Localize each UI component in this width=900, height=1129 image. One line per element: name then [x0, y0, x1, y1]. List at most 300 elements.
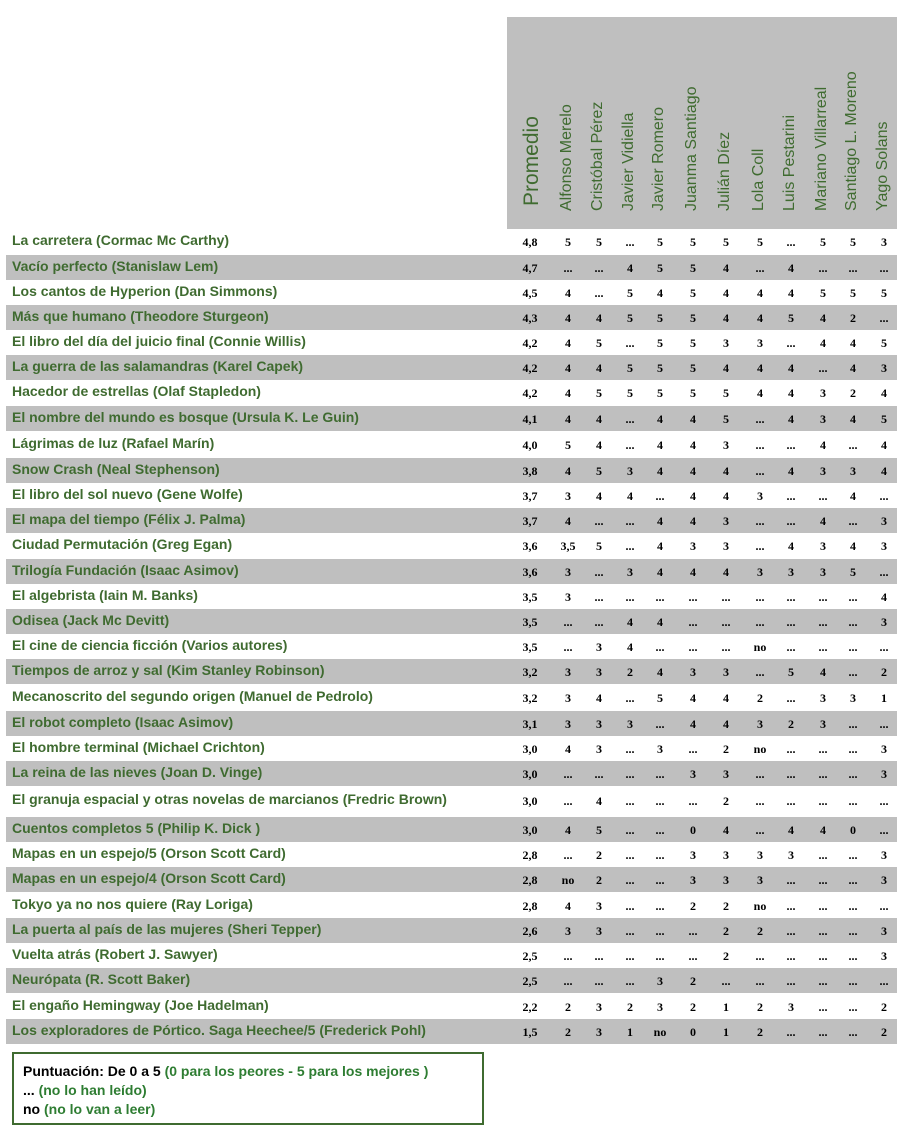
average-cell: 3,6: [522, 565, 538, 579]
book-title: Vacío perfecto (Stanislaw Lem): [12, 258, 219, 274]
score-cell: 5: [657, 386, 663, 400]
score-cell: ...: [818, 873, 828, 887]
score-cell: ...: [848, 873, 858, 887]
score-cell: 4: [657, 464, 663, 478]
score-cell: 2: [690, 974, 696, 988]
score-cell: 4: [596, 412, 602, 426]
score-cell: ...: [625, 514, 635, 528]
score-cell: 5: [723, 235, 729, 249]
score-cell: 3: [881, 924, 887, 938]
score-cell: ...: [625, 412, 635, 426]
score-cell: 2: [757, 924, 763, 938]
score-cell: 4: [627, 640, 633, 654]
score-cell: 5: [690, 235, 696, 249]
book-title: Neurópata (R. Scott Baker): [12, 971, 191, 987]
score-cell: 5: [596, 464, 602, 478]
score-cell: 4: [723, 823, 729, 837]
score-cell: 5: [690, 286, 696, 300]
score-cell: 5: [757, 235, 763, 249]
table-row: [6, 634, 897, 659]
average-cell: 3,0: [522, 823, 538, 837]
average-cell: 4,7: [522, 261, 538, 275]
score-cell: ...: [563, 615, 573, 629]
header-label: Juanma Santiago: [683, 86, 700, 211]
book-title: El engaño Hemingway (Joe Hadelman): [12, 997, 269, 1013]
score-cell: 4: [565, 899, 571, 913]
score-cell: 4: [596, 311, 602, 325]
score-cell: 4: [565, 311, 571, 325]
score-cell: ...: [755, 665, 765, 679]
score-cell: ...: [655, 899, 665, 913]
score-cell: ...: [786, 691, 796, 705]
score-cell: ...: [755, 823, 765, 837]
score-cell: ...: [625, 691, 635, 705]
table-row: [6, 736, 897, 761]
score-cell: ...: [755, 412, 765, 426]
score-cell: 3: [757, 565, 763, 579]
score-cell: ...: [786, 590, 796, 604]
score-cell: 4: [657, 514, 663, 528]
score-cell: 3: [627, 565, 633, 579]
score-cell: 5: [690, 261, 696, 275]
score-cell: ...: [655, 640, 665, 654]
score-cell: ...: [848, 924, 858, 938]
score-cell: ...: [625, 924, 635, 938]
score-cell: ...: [721, 590, 731, 604]
header-label: Javier Romero: [650, 106, 667, 211]
score-cell: 4: [881, 438, 887, 452]
score-cell: ...: [848, 438, 858, 452]
score-cell: 4: [657, 615, 663, 629]
score-cell: 4: [657, 665, 663, 679]
score-cell: 4: [723, 717, 729, 731]
score-cell: ...: [755, 794, 765, 808]
score-cell: ...: [879, 974, 889, 988]
score-cell: 3: [690, 767, 696, 781]
score-cell: ...: [818, 590, 828, 604]
score-cell: 0: [690, 1025, 696, 1039]
score-cell: 3: [690, 848, 696, 862]
average-cell: 3,5: [522, 590, 538, 604]
score-cell: 3: [820, 412, 826, 426]
score-cell: ...: [563, 767, 573, 781]
score-cell: 4: [690, 565, 696, 579]
score-cell: ...: [879, 717, 889, 731]
score-cell: ...: [848, 717, 858, 731]
score-cell: 3: [788, 848, 794, 862]
score-cell: 4: [820, 514, 826, 528]
score-cell: ...: [786, 742, 796, 756]
score-cell: ...: [786, 899, 796, 913]
table-row: [6, 918, 897, 943]
score-cell: 3: [881, 742, 887, 756]
score-cell: ...: [848, 742, 858, 756]
score-cell: ...: [848, 615, 858, 629]
table-row: [6, 867, 897, 892]
legend-line-unread: [23, 1082, 147, 1098]
score-cell: ...: [755, 464, 765, 478]
score-cell: 3: [850, 464, 856, 478]
score-cell: 3: [596, 924, 602, 938]
header-label: Lola Coll: [750, 148, 767, 211]
book-title: El mapa del tiempo (Félix J. Palma): [12, 511, 246, 527]
average-cell: 4,5: [522, 286, 538, 300]
score-cell: 3: [565, 717, 571, 731]
score-cell: ...: [818, 924, 828, 938]
book-title: Odisea (Jack Mc Devitt): [12, 612, 170, 628]
legend-line-scale: [23, 1063, 428, 1079]
average-cell: 3,2: [522, 691, 538, 705]
score-cell: 4: [757, 361, 763, 375]
score-cell: 1: [723, 1025, 729, 1039]
score-cell: ...: [755, 539, 765, 553]
score-cell: ...: [848, 767, 858, 781]
score-cell: 5: [723, 412, 729, 426]
score-cell: 3: [596, 640, 602, 654]
score-cell: 3: [881, 767, 887, 781]
score-cell: ...: [688, 615, 698, 629]
score-cell: ...: [818, 489, 828, 503]
score-cell: ...: [755, 590, 765, 604]
table-row: [6, 788, 897, 813]
score-cell: 5: [565, 235, 571, 249]
score-cell: 5: [657, 261, 663, 275]
average-cell: 3,0: [522, 767, 538, 781]
score-cell: 4: [850, 539, 856, 553]
header-label: Julián Díez: [716, 131, 733, 211]
score-cell: 3: [881, 235, 887, 249]
score-cell: 4: [690, 514, 696, 528]
score-cell: 0: [690, 823, 696, 837]
score-cell: 2: [596, 848, 602, 862]
book-title: El granuja espacial y otras novelas de marcianos (Fredric Brown): [12, 791, 447, 807]
book-title: La reina de las nieves (Joan D. Vinge): [12, 764, 263, 780]
score-cell: 2: [565, 1025, 571, 1039]
score-cell: no: [653, 1025, 667, 1039]
score-cell: ...: [818, 949, 828, 963]
score-cell: ...: [563, 949, 573, 963]
score-cell: 4: [657, 286, 663, 300]
score-cell: ...: [818, 615, 828, 629]
score-cell: 4: [757, 286, 763, 300]
score-cell: 5: [850, 565, 856, 579]
score-cell: 3: [723, 336, 729, 350]
average-cell: 2,5: [522, 949, 538, 963]
score-cell: ...: [879, 794, 889, 808]
score-cell: 4: [788, 412, 794, 426]
average-cell: 4,1: [522, 412, 538, 426]
score-cell: ...: [625, 899, 635, 913]
header-band: [507, 17, 897, 229]
average-cell: 3,1: [522, 717, 538, 731]
score-cell: 2: [757, 1000, 763, 1014]
score-cell: 2: [723, 742, 729, 756]
table-row: [6, 968, 897, 993]
score-cell: 4: [850, 361, 856, 375]
average-cell: 2,2: [522, 1000, 538, 1014]
score-cell: 5: [657, 235, 663, 249]
score-cell: 4: [596, 794, 602, 808]
score-cell: 5: [627, 311, 633, 325]
score-cell: 4: [565, 823, 571, 837]
score-cell: ...: [563, 848, 573, 862]
score-cell: 4: [690, 489, 696, 503]
score-cell: ...: [848, 665, 858, 679]
score-cell: ...: [786, 615, 796, 629]
average-cell: 3,8: [522, 464, 538, 478]
book-title: El cine de ciencia ficción (Varios autores): [12, 637, 288, 653]
average-cell: 3,7: [522, 514, 538, 528]
score-cell: ...: [848, 899, 858, 913]
score-cell: 5: [690, 336, 696, 350]
legend-box: [12, 1052, 484, 1125]
score-cell: ...: [721, 640, 731, 654]
score-cell: ...: [879, 823, 889, 837]
score-cell: ...: [755, 438, 765, 452]
score-cell: 3: [627, 717, 633, 731]
score-cell: 4: [690, 717, 696, 731]
score-cell: ...: [625, 848, 635, 862]
score-cell: 3: [723, 873, 729, 887]
average-cell: 4,3: [522, 311, 538, 325]
score-cell: 3: [596, 1000, 602, 1014]
legend-unread-symbol: ...: [23, 1082, 35, 1098]
score-cell: ...: [655, 767, 665, 781]
average-cell: 2,5: [522, 974, 538, 988]
score-cell: ...: [848, 590, 858, 604]
score-cell: ...: [655, 949, 665, 963]
table-row: [6, 483, 897, 508]
score-cell: 4: [723, 361, 729, 375]
score-cell: 4: [788, 464, 794, 478]
score-cell: 4: [690, 691, 696, 705]
score-cell: 4: [723, 489, 729, 503]
score-cell: 3: [723, 848, 729, 862]
score-cell: ...: [655, 794, 665, 808]
table-row: [6, 842, 897, 867]
score-cell: ...: [563, 640, 573, 654]
score-cell: ...: [755, 974, 765, 988]
score-cell: ...: [594, 565, 604, 579]
score-cell: 4: [723, 261, 729, 275]
score-cell: ...: [625, 794, 635, 808]
score-cell: 3: [820, 691, 826, 705]
score-cell: 4: [565, 742, 571, 756]
header-reviewer: [840, 22, 870, 227]
book-title: El robot completo (Isaac Asimov): [12, 714, 234, 730]
score-cell: ...: [625, 767, 635, 781]
score-cell: ...: [848, 794, 858, 808]
table-row: [6, 817, 897, 842]
score-cell: ...: [721, 615, 731, 629]
score-cell: 3: [850, 691, 856, 705]
score-cell: ...: [688, 794, 698, 808]
header-label: Promedio: [520, 116, 543, 206]
score-cell: 3: [723, 767, 729, 781]
score-cell: ...: [848, 1025, 858, 1039]
score-cell: 5: [596, 235, 602, 249]
score-cell: 4: [881, 386, 887, 400]
score-cell: 3: [690, 539, 696, 553]
score-cell: ...: [786, 767, 796, 781]
score-cell: 5: [850, 235, 856, 249]
score-cell: ...: [594, 261, 604, 275]
average-cell: 4,2: [522, 336, 538, 350]
score-cell: 4: [723, 311, 729, 325]
header-reviewer: [680, 22, 710, 227]
book-title: Mecanoscrito del segundo origen (Manuel de Pedrolo): [12, 688, 373, 704]
score-cell: ...: [655, 489, 665, 503]
score-cell: ...: [848, 974, 858, 988]
book-title: Tokyo ya no nos quiere (Ray Loriga): [12, 896, 253, 912]
score-cell: 3: [757, 336, 763, 350]
table-row: [6, 533, 897, 558]
table-row: [6, 330, 897, 355]
score-cell: 2: [596, 873, 602, 887]
score-cell: ...: [755, 261, 765, 275]
average-cell: 4,0: [522, 438, 538, 452]
score-cell: 4: [565, 412, 571, 426]
score-cell: 5: [690, 311, 696, 325]
score-cell: 4: [850, 412, 856, 426]
score-cell: 3: [565, 691, 571, 705]
score-cell: ...: [786, 1025, 796, 1039]
score-cell: 5: [788, 665, 794, 679]
header-label: Luis Pestarini: [781, 114, 798, 211]
score-cell: ...: [594, 949, 604, 963]
score-cell: ...: [818, 848, 828, 862]
book-title: Snow Crash (Neal Stephenson): [12, 461, 220, 477]
score-cell: 1: [881, 691, 887, 705]
header-label: Alfonso Merelo: [558, 104, 575, 211]
book-title: Mapas en un espejo/5 (Orson Scott Card): [12, 845, 286, 861]
score-cell: 5: [627, 386, 633, 400]
table-row: [6, 943, 897, 968]
average-cell: 3,7: [522, 489, 538, 503]
book-title: El hombre terminal (Michael Crichton): [12, 739, 265, 755]
score-cell: 4: [690, 438, 696, 452]
score-cell: 5: [596, 823, 602, 837]
score-cell: 3: [723, 539, 729, 553]
score-cell: 5: [690, 386, 696, 400]
score-cell: 5: [850, 286, 856, 300]
score-cell: ...: [688, 590, 698, 604]
score-cell: no: [753, 640, 767, 654]
score-cell: 3: [565, 665, 571, 679]
score-cell: 3: [565, 924, 571, 938]
score-cell: ...: [818, 742, 828, 756]
table-row: [6, 1019, 897, 1044]
score-cell: 3: [757, 717, 763, 731]
header-promedio: [517, 22, 547, 227]
score-cell: ...: [848, 514, 858, 528]
score-cell: ...: [879, 565, 889, 579]
table-row: [6, 458, 897, 483]
score-cell: 4: [657, 539, 663, 553]
score-cell: 3: [820, 717, 826, 731]
score-cell: ...: [786, 794, 796, 808]
score-cell: 2: [627, 665, 633, 679]
header-reviewer: [778, 22, 808, 227]
score-cell: ...: [625, 336, 635, 350]
header-label: Mariano Villarreal: [813, 86, 830, 211]
score-cell: 5: [723, 386, 729, 400]
score-cell: 3: [565, 590, 571, 604]
score-cell: 4: [820, 336, 826, 350]
book-title: Más que humano (Theodore Sturgeon): [12, 308, 269, 324]
score-cell: 3: [723, 438, 729, 452]
score-cell: ...: [786, 235, 796, 249]
score-cell: ...: [786, 974, 796, 988]
table-row: [6, 659, 897, 684]
score-cell: ...: [848, 848, 858, 862]
score-cell: 2: [850, 386, 856, 400]
score-cell: 4: [723, 286, 729, 300]
score-cell: 5: [627, 286, 633, 300]
header-reviewer: [555, 22, 585, 227]
score-cell: ...: [879, 311, 889, 325]
score-cell: 3: [881, 949, 887, 963]
book-title: La puerta al país de las mujeres (Sheri Tepper): [12, 921, 322, 937]
score-cell: ...: [563, 974, 573, 988]
score-cell: 5: [788, 311, 794, 325]
score-cell: ...: [594, 590, 604, 604]
table-row: [6, 380, 897, 405]
average-cell: 3,0: [522, 742, 538, 756]
score-cell: ...: [655, 590, 665, 604]
score-cell: 4: [788, 261, 794, 275]
score-cell: 2: [881, 665, 887, 679]
score-cell: 4: [627, 615, 633, 629]
score-cell: 5: [657, 311, 663, 325]
table-row: [6, 609, 897, 634]
score-cell: 4: [757, 386, 763, 400]
header-reviewer: [747, 22, 777, 227]
table-row: [6, 305, 897, 330]
table-row: [6, 584, 897, 609]
score-cell: 3: [881, 361, 887, 375]
score-cell: 3: [596, 742, 602, 756]
score-cell: ...: [848, 1000, 858, 1014]
score-cell: ...: [594, 974, 604, 988]
score-cell: ...: [818, 261, 828, 275]
book-title: La guerra de las salamandras (Karel Capek): [12, 358, 304, 374]
score-cell: ...: [879, 489, 889, 503]
score-cell: 3: [596, 1025, 602, 1039]
score-cell: 3: [565, 489, 571, 503]
score-cell: 4: [788, 286, 794, 300]
score-cell: 4: [850, 489, 856, 503]
score-cell: 4: [690, 412, 696, 426]
book-title: El libro del sol nuevo (Gene Wolfe): [12, 486, 243, 502]
score-cell: 4: [757, 311, 763, 325]
score-cell: 5: [657, 361, 663, 375]
score-cell: ...: [594, 286, 604, 300]
score-cell: no: [753, 742, 767, 756]
score-cell: 4: [565, 386, 571, 400]
book-title: El nombre del mundo es bosque (Ursula K. Le Guin): [12, 409, 359, 425]
score-cell: 2: [757, 691, 763, 705]
score-cell: 4: [881, 590, 887, 604]
average-cell: 3,0: [522, 794, 538, 808]
table-row: [6, 994, 897, 1019]
score-cell: ...: [563, 261, 573, 275]
score-cell: 5: [596, 336, 602, 350]
score-cell: 3: [565, 565, 571, 579]
header-reviewer: [647, 22, 677, 227]
score-cell: 2: [723, 794, 729, 808]
score-cell: ...: [818, 361, 828, 375]
